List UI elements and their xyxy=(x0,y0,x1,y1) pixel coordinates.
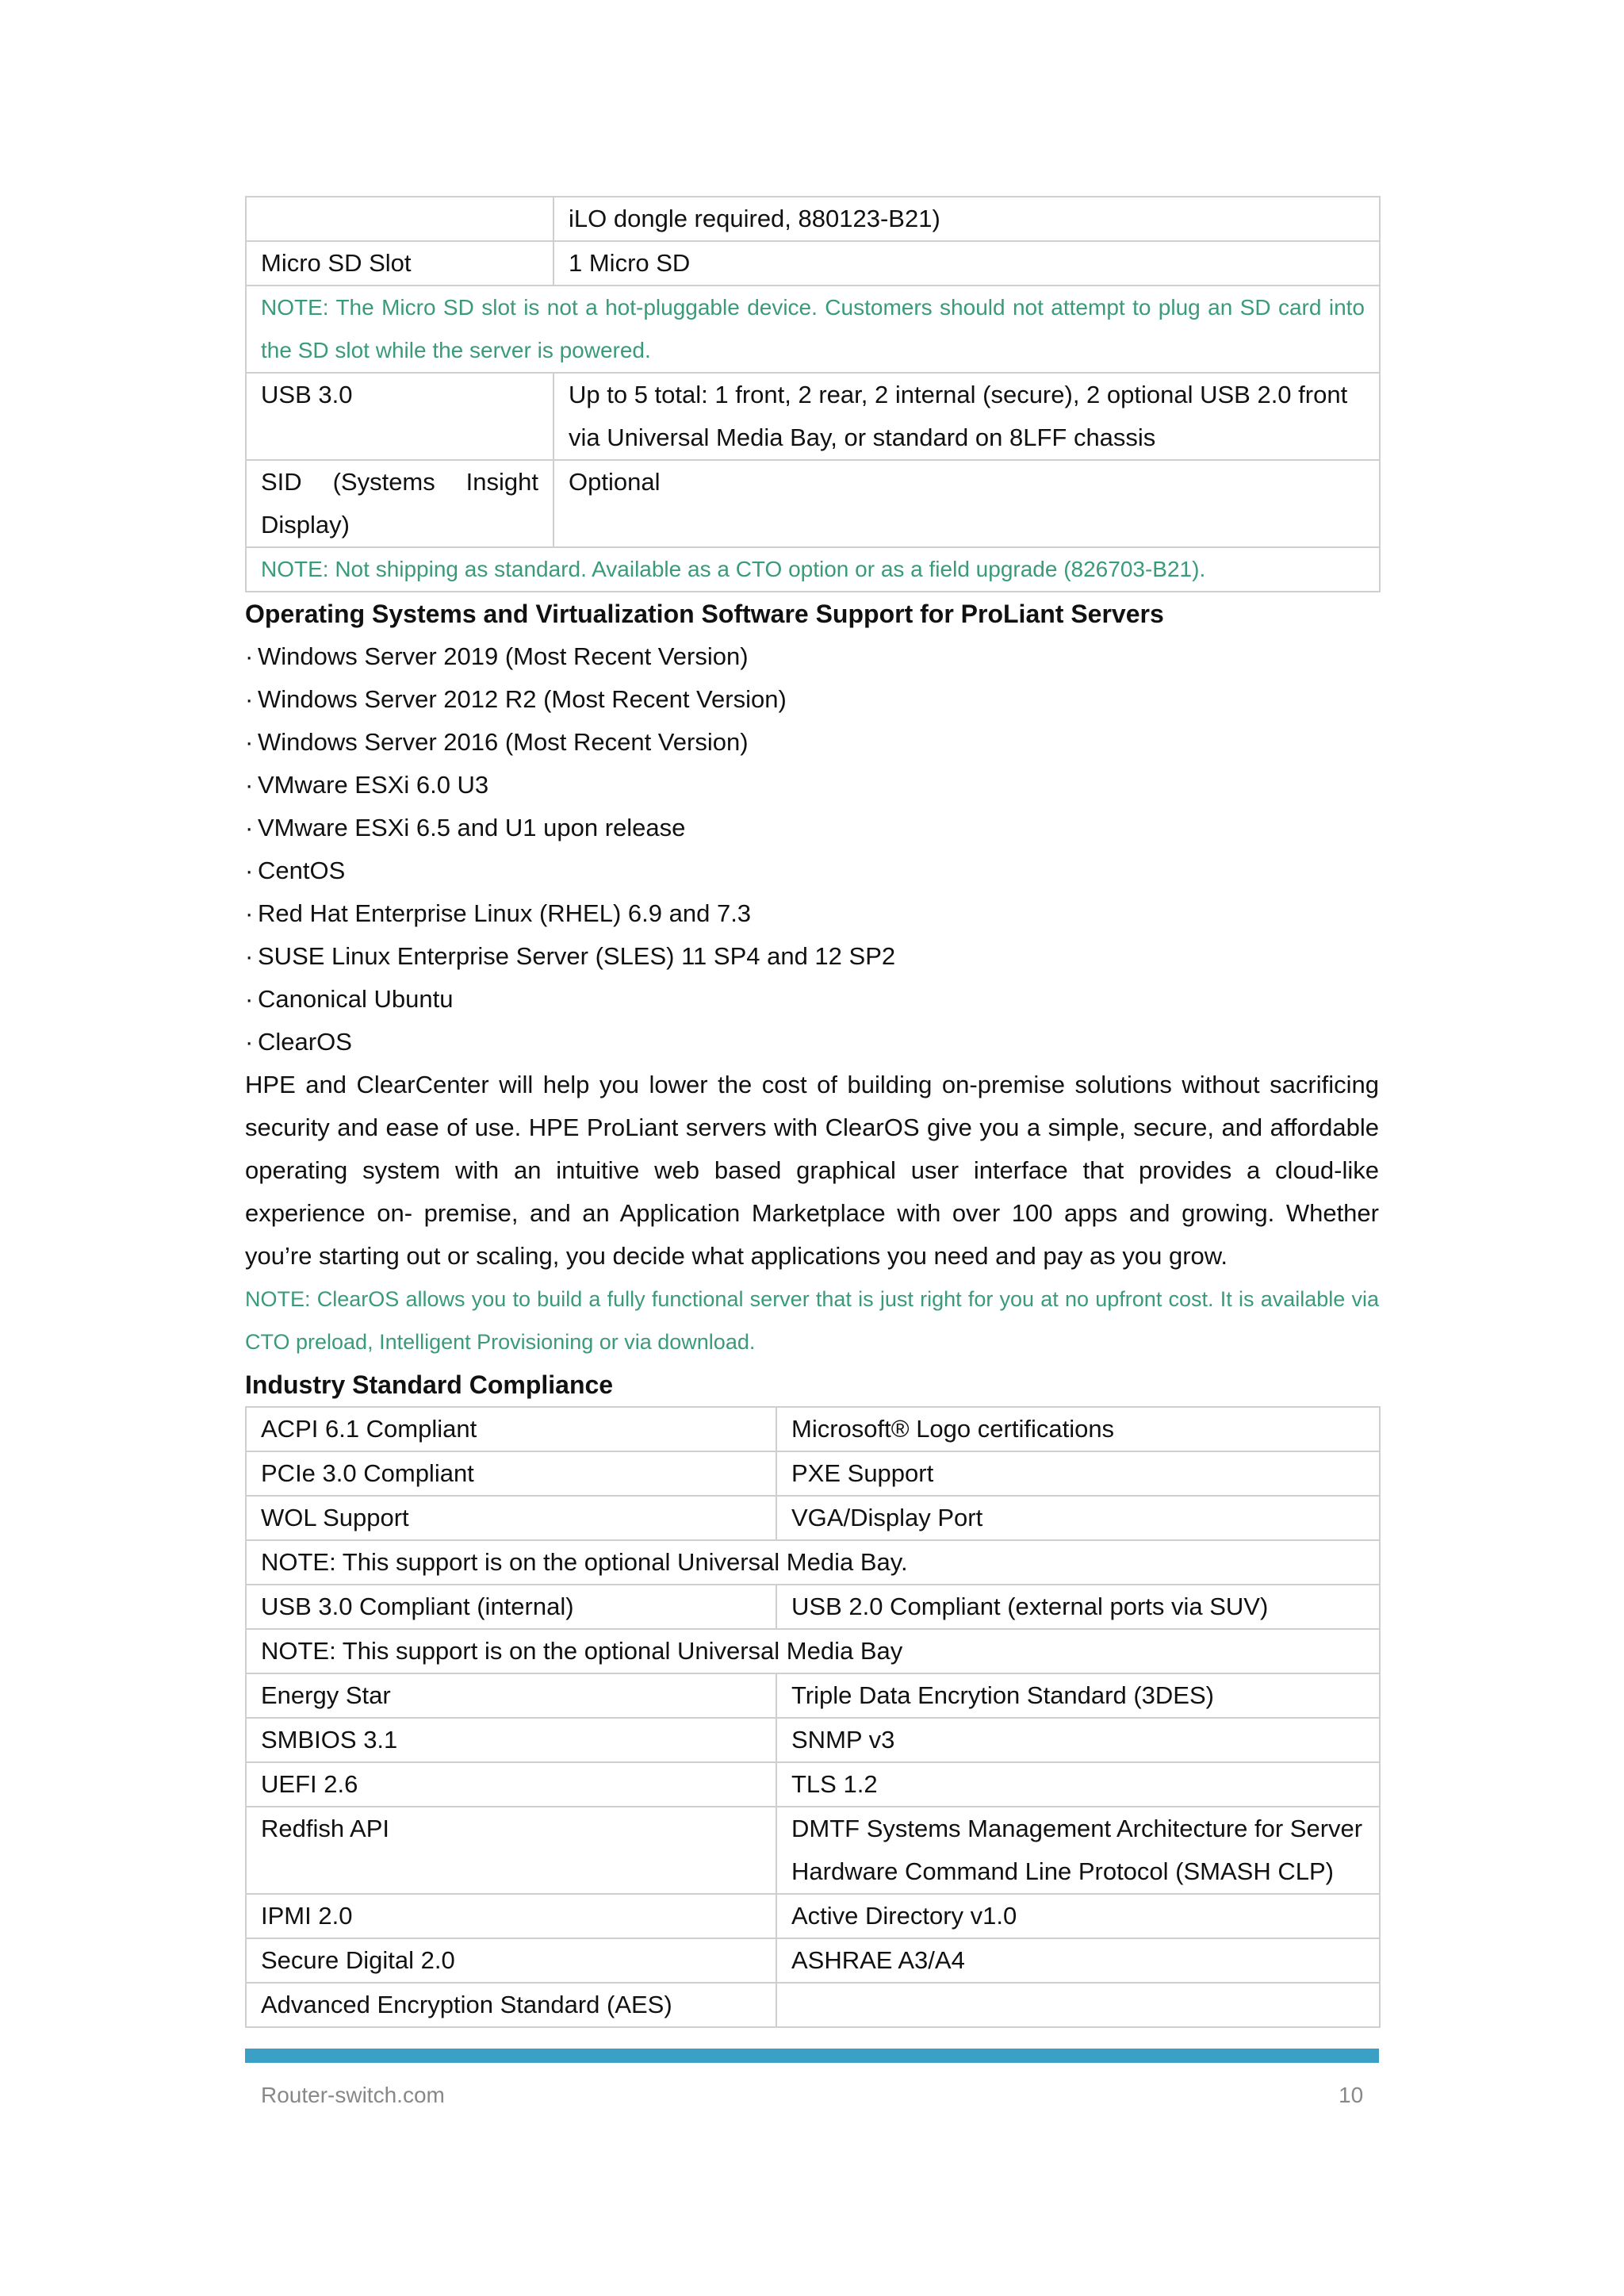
compliance-left: Advanced Encryption Standard (AES) xyxy=(246,1983,776,2027)
bullet: · xyxy=(245,857,254,884)
table-row xyxy=(246,1983,1380,2027)
list-item xyxy=(245,635,1379,678)
page-number: 10 xyxy=(1339,2083,1364,2107)
list-item xyxy=(245,1021,1379,1064)
table-row xyxy=(246,460,1380,547)
table-row xyxy=(246,1673,1380,1718)
compliance-left: Energy Star xyxy=(246,1673,776,1718)
list-item xyxy=(245,849,1379,892)
bullet: · xyxy=(245,642,254,670)
table-row xyxy=(246,197,1380,241)
table-row xyxy=(246,1718,1380,1762)
bullet: · xyxy=(245,771,254,799)
spec-value: iLO dongle required, 880123-B21) xyxy=(553,197,1380,241)
table-row xyxy=(246,1496,1380,1540)
compliance-right: USB 2.0 Compliant (external ports via SUV) xyxy=(776,1585,1380,1629)
bullet: · xyxy=(245,685,254,713)
list-item xyxy=(245,678,1379,721)
compliance-left: UEFI 2.6 xyxy=(246,1762,776,1807)
os-name: Windows Server 2012 R2 (Most Recent Version) xyxy=(258,685,787,713)
os-name: ClearOS xyxy=(258,1028,352,1056)
spec-table xyxy=(245,196,1381,592)
compliance-left: PCIe 3.0 Compliant xyxy=(246,1451,776,1496)
table-row xyxy=(246,1762,1380,1807)
compliance-right: DMTF Systems Management Architecture for Server Hardware Command Line Protocol (SMASH CLP) xyxy=(776,1807,1380,1894)
compliance-right xyxy=(776,1983,1380,2027)
bullet: · xyxy=(245,899,254,927)
bullet: · xyxy=(245,942,254,970)
compliance-left: ACPI 6.1 Compliant xyxy=(246,1407,776,1451)
page-content xyxy=(245,196,1379,2028)
clearos-paragraph: HPE and ClearCenter will help you lower the cost of building on-premise solutions without sacrificing security and ease of use. HPE ProLiant servers with ClearOS give you a simple, secure, and affordable operating system with an intuitive web based graphical user interface that provides a cloud-like experience on- premise, and an Application Marketplace with over 100 apps and growing. Whether you’re starting out or scaling, you decide what applications you need and pay as you grow. xyxy=(245,1071,1379,1270)
compliance-note: NOTE: This support is on the optional Universal Media Bay xyxy=(246,1629,1380,1673)
spec-note: NOTE: The Micro SD slot is not a hot-pluggable device. Customers should not attempt to plug an SD card into the SD slot while the server is powered. xyxy=(246,286,1380,373)
compliance-table xyxy=(245,1406,1381,2028)
spec-value: Optional xyxy=(553,460,1380,547)
list-item xyxy=(245,978,1379,1021)
compliance-left: WOL Support xyxy=(246,1496,776,1540)
table-row xyxy=(246,1629,1380,1673)
compliance-left: Secure Digital 2.0 xyxy=(246,1938,776,1983)
os-name: Red Hat Enterprise Linux (RHEL) 6.9 and 7.3 xyxy=(258,899,752,927)
bullet: · xyxy=(245,985,254,1013)
spec-label: USB 3.0 xyxy=(246,373,553,460)
os-name: SUSE Linux Enterprise Server (SLES) 11 SP4 and 12 SP2 xyxy=(258,942,896,970)
spec-label: SID (Systems Insight Display) xyxy=(246,460,553,547)
compliance-left: USB 3.0 Compliant (internal) xyxy=(246,1585,776,1629)
os-list xyxy=(245,635,1379,1064)
footer-site: Router-switch.com xyxy=(261,2083,445,2107)
table-row xyxy=(246,547,1380,592)
os-name: VMware ESXi 6.0 U3 xyxy=(258,771,489,799)
compliance-left: Redfish API xyxy=(246,1807,776,1894)
list-item xyxy=(245,764,1379,807)
table-row xyxy=(246,1938,1380,1983)
spec-note: NOTE: Not shipping as standard. Available as a CTO option or as a field upgrade (826703-B21). xyxy=(246,547,1380,592)
bullet: · xyxy=(245,728,254,756)
os-section-title: Operating Systems and Virtualization Software Support for ProLiant Servers xyxy=(245,600,1164,628)
table-row xyxy=(246,1894,1380,1938)
table-row xyxy=(246,1540,1380,1585)
list-item xyxy=(245,892,1379,935)
table-row xyxy=(246,1807,1380,1894)
compliance-right: SNMP v3 xyxy=(776,1718,1380,1762)
compliance-right: Microsoft® Logo certifications xyxy=(776,1407,1380,1451)
os-name: Windows Server 2016 (Most Recent Version) xyxy=(258,728,749,756)
compliance-right: Active Directory v1.0 xyxy=(776,1894,1380,1938)
table-row xyxy=(246,373,1380,460)
list-item xyxy=(245,935,1379,978)
os-name: Canonical Ubuntu xyxy=(258,985,454,1013)
compliance-left: SMBIOS 3.1 xyxy=(246,1718,776,1762)
spec-value: 1 Micro SD xyxy=(553,241,1380,286)
list-item xyxy=(245,721,1379,764)
clearos-note: NOTE: ClearOS allows you to build a fully functional server that is just right for you at no upfront cost. It is available via CTO preload, Intelligent Provisioning or via download. xyxy=(245,1287,1379,1354)
table-row xyxy=(246,1585,1380,1629)
table-row xyxy=(246,241,1380,286)
compliance-right: ASHRAE A3/A4 xyxy=(776,1938,1380,1983)
table-row xyxy=(246,1407,1380,1451)
compliance-right: TLS 1.2 xyxy=(776,1762,1380,1807)
list-item xyxy=(245,807,1379,849)
compliance-section-title: Industry Standard Compliance xyxy=(245,1370,614,1399)
compliance-left: IPMI 2.0 xyxy=(246,1894,776,1938)
spec-value: Up to 5 total: 1 front, 2 rear, 2 internal (secure), 2 optional USB 2.0 front via Universal Media Bay, or standard on 8LFF chassis xyxy=(553,373,1380,460)
compliance-note: NOTE: This support is on the optional Universal Media Bay. xyxy=(246,1540,1380,1585)
bullet: · xyxy=(245,814,254,841)
table-row xyxy=(246,1451,1380,1496)
spec-label xyxy=(246,197,553,241)
compliance-right: Triple Data Encrytion Standard (3DES) xyxy=(776,1673,1380,1718)
compliance-right: VGA/Display Port xyxy=(776,1496,1380,1540)
os-name: VMware ESXi 6.5 and U1 upon release xyxy=(258,814,686,841)
table-row xyxy=(246,286,1380,373)
footer-divider xyxy=(245,2049,1379,2063)
compliance-right: PXE Support xyxy=(776,1451,1380,1496)
bullet: · xyxy=(245,1028,254,1056)
spec-label: Micro SD Slot xyxy=(246,241,553,286)
os-name: CentOS xyxy=(258,857,346,884)
os-name: Windows Server 2019 (Most Recent Version) xyxy=(258,642,749,670)
